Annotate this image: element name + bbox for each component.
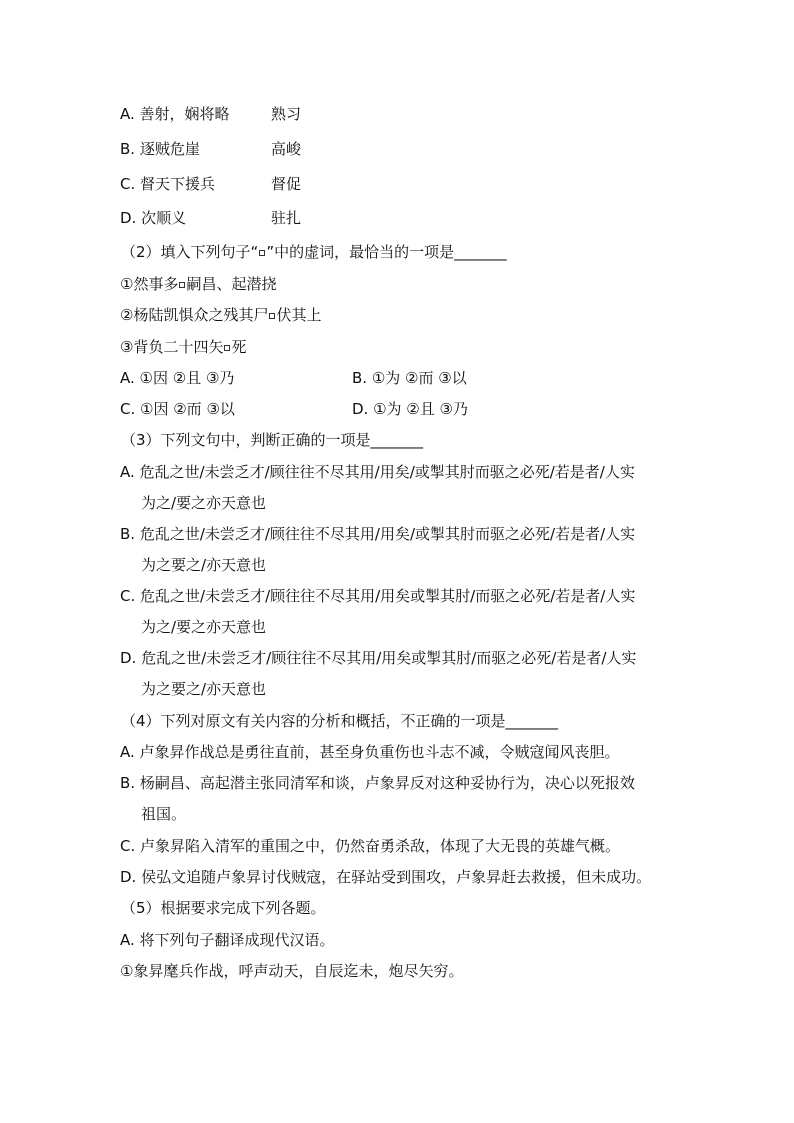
q2-stem [121, 242, 507, 262]
q2-stem-part1: （2）填入下列句子“ [121, 243, 259, 261]
q2-sentence-3-b: 死 [231, 338, 247, 356]
q3-option-d-line2: 为之要之/亦天意也 [141, 680, 267, 698]
option-a-gloss: 熟习 [271, 105, 302, 123]
q2-option-a: A. ①因 ②且 ③乃 [120, 369, 235, 387]
blank-box-icon [269, 313, 275, 319]
blank-box-icon [179, 282, 185, 288]
option-d-text: D. 次顺义 [120, 209, 187, 227]
option-d-gloss: 驻扎 [271, 209, 302, 227]
q5-sentence-1: ①象昇麾兵作战，呼声动天，自辰迄未，炮尽矢穷。 [120, 962, 464, 980]
q2-sentence-1-a: ①然事多 [120, 275, 179, 293]
q5-stem: （5）根据要求完成下列各题。 [121, 899, 326, 917]
q3-option-a-line2: 为之/要之亦天意也 [141, 494, 267, 512]
q4-option-a: A. 卢象昇作战总是勇往直前，甚至身负重伤也斗志不减，令贼寇闻风丧胆。 [120, 743, 620, 761]
option-c-text: C. 督天下援兵 [120, 175, 216, 193]
q3-option-b-line2: 为之要之/亦天意也 [141, 556, 267, 574]
q3-option-d-line1: D. 危乱之世/未尝乏才/顾往往不尽其用/用矣或掣其肘/而驱之必死/若是者/人实 [120, 649, 637, 667]
q2-sentence-3 [120, 337, 246, 357]
q2-option-d: D. ①为 ②且 ③乃 [352, 400, 468, 418]
q3-option-b-line1: B. 危乱之世/未尝乏才/顾往往不尽其用/用矣/或掣其肘而驱之必死/若是者/人实 [120, 525, 636, 543]
q2-sentence-1-b: 嗣昌、起潜挠 [186, 275, 277, 293]
q2-stem-part2: ”中的虚词，最恰当的一项是_______ [266, 243, 507, 261]
q2-option-b: B. ①为 ②而 ③以 [352, 369, 467, 387]
q3-option-a-line1: A. 危乱之世/未尝乏才/顾往往不尽其用/用矣/或掣其肘而驱之必死/若是者/人实 [120, 463, 635, 481]
q4-stem: （4）下列对原文有关内容的分析和概括，不正确的一项是_______ [121, 712, 559, 730]
option-c-gloss: 督促 [271, 175, 302, 193]
q4-option-c: C. 卢象昇陷入清军的重围之中，仍然奋勇杀敌，体现了大无畏的英雄气概。 [120, 837, 621, 855]
option-b-text: B. 逐贼危崖 [120, 140, 200, 158]
option-a-text: A. 善射，娴将略 [120, 105, 230, 123]
q2-sentence-3-a: ③背负二十四矢 [120, 338, 224, 356]
q2-sentence-2-b: 伏其上 [276, 306, 322, 324]
q2-sentence-2 [120, 305, 321, 325]
q4-option-d: D. 侯弘文追随卢象昇讨伐贼寇，在驿站受到围攻，卢象昇赶去救援，但未成功。 [120, 868, 652, 886]
blank-box-icon [259, 250, 265, 256]
blank-box-icon [224, 345, 230, 351]
q2-option-c: C. ①因 ②而 ③以 [120, 400, 235, 418]
q3-stem: （3）下列文句中，判断正确的一项是_______ [121, 431, 424, 449]
q4-option-b-line1: B. 杨嗣昌、高起潜主张同清军和谈，卢象昇反对这种妥协行为，决心以死报效 [120, 774, 635, 792]
q5-subquestion-a: A. 将下列句子翻译成现代汉语。 [120, 931, 335, 949]
q2-sentence-2-a: ②杨陆凯惧众之残其尸 [120, 306, 269, 324]
option-b-gloss: 高峻 [271, 140, 302, 158]
q2-sentence-1 [120, 274, 276, 294]
q3-option-c-line2: 为之/要之亦天意也 [141, 618, 267, 636]
q3-option-c-line1: C. 危乱之世/未尝乏才/顾往往不尽其用/用矣或掣其肘/而驱之必死/若是者/人实 [120, 587, 636, 605]
q4-option-b-line2: 祖国。 [141, 805, 187, 823]
